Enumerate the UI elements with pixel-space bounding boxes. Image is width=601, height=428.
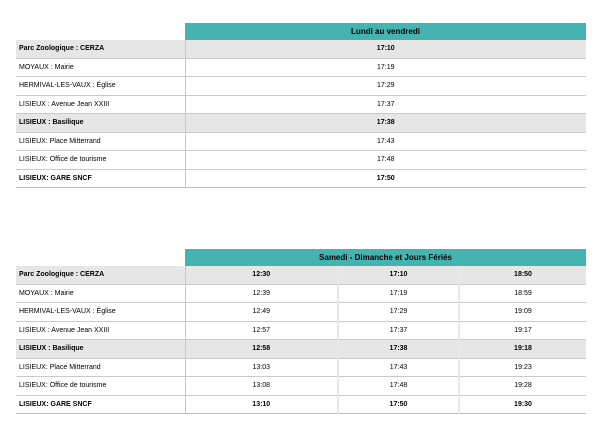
timetable-row xyxy=(16,151,586,170)
departure-time: 12:58 xyxy=(185,340,338,359)
stop-name: LISIEUX: Office de tourisme xyxy=(16,151,185,170)
stop-name: HERMIVAL-LES-VAUX : Église xyxy=(16,303,185,322)
stop-name: LISIEUX : Avenue Jean XXIII xyxy=(16,321,185,340)
departure-time: 13:03 xyxy=(185,358,338,377)
weekend-timetable xyxy=(16,249,586,414)
timetable-row xyxy=(16,303,586,322)
departure-time: 17:37 xyxy=(338,321,459,340)
timetable-row xyxy=(16,377,586,396)
departure-time: 17:10 xyxy=(185,40,586,58)
departure-time: 17:38 xyxy=(338,340,459,359)
timetable-row xyxy=(16,114,586,133)
timetable-row xyxy=(16,40,586,58)
stop-name: LISIEUX: GARE SNCF xyxy=(16,169,185,188)
departure-time: 18:59 xyxy=(459,284,586,303)
departure-time: 12:57 xyxy=(185,321,338,340)
departure-time: 17:29 xyxy=(338,303,459,322)
departure-time: 12:49 xyxy=(185,303,338,322)
weekday-timetable xyxy=(16,23,586,188)
weekend-rows xyxy=(16,266,586,414)
departure-time: 19:30 xyxy=(459,395,586,414)
departure-time: 19:09 xyxy=(459,303,586,322)
stop-name: HERMIVAL-LES-VAUX : Église xyxy=(16,77,185,96)
weekday-header-title: Lundi au vendredi xyxy=(185,23,586,40)
departure-time: 17:19 xyxy=(338,284,459,303)
departure-time: 19:17 xyxy=(459,321,586,340)
timetable-row xyxy=(16,284,586,303)
departure-time: 17:48 xyxy=(338,377,459,396)
departure-time: 17:50 xyxy=(338,395,459,414)
stop-name: MOYAUX : Mairie xyxy=(16,284,185,303)
departure-time: 17:50 xyxy=(185,169,586,188)
departure-time: 17:38 xyxy=(185,114,586,133)
departure-time: 12:39 xyxy=(185,284,338,303)
departure-time: 19:28 xyxy=(459,377,586,396)
departure-time: 13:08 xyxy=(185,377,338,396)
departure-time: 17:48 xyxy=(185,151,586,170)
departure-time: 13:10 xyxy=(185,395,338,414)
timetable-row xyxy=(16,169,586,188)
timetable-row xyxy=(16,395,586,414)
weekend-header-title: Samedi - Dimanche et Jours Fériés xyxy=(185,249,586,266)
departure-time: 19:18 xyxy=(459,340,586,359)
stop-name: Parc Zoologique : CERZA xyxy=(16,266,185,284)
timetable-row xyxy=(16,132,586,151)
stop-name: LISIEUX : Basilique xyxy=(16,340,185,359)
departure-time: 17:37 xyxy=(185,95,586,114)
departure-time: 18:50 xyxy=(459,266,586,284)
departure-time: 17:19 xyxy=(185,58,586,77)
departure-time: 17:43 xyxy=(185,132,586,151)
departure-time: 17:10 xyxy=(338,266,459,284)
timetable-row xyxy=(16,77,586,96)
departure-time: 17:43 xyxy=(338,358,459,377)
departure-time: 17:29 xyxy=(185,77,586,96)
timetable-row xyxy=(16,358,586,377)
stop-name: LISIEUX: GARE SNCF xyxy=(16,395,185,414)
timetable-row xyxy=(16,340,586,359)
stop-name: LISIEUX: Place Mitterrand xyxy=(16,358,185,377)
timetable-row xyxy=(16,321,586,340)
departure-time: 12:30 xyxy=(185,266,338,284)
stop-name: LISIEUX: Office de tourisme xyxy=(16,377,185,396)
header-blank-cell xyxy=(16,249,185,266)
stop-name: LISIEUX : Basilique xyxy=(16,114,185,133)
stop-name: MOYAUX : Mairie xyxy=(16,58,185,77)
stop-name: LISIEUX: Place Mitterrand xyxy=(16,132,185,151)
timetable-row xyxy=(16,266,586,284)
header-blank-cell xyxy=(16,23,185,40)
departure-time: 19:23 xyxy=(459,358,586,377)
weekday-rows xyxy=(16,40,586,188)
timetable-row xyxy=(16,58,586,77)
stop-name: LISIEUX : Avenue Jean XXIII xyxy=(16,95,185,114)
stop-name: Parc Zoologique : CERZA xyxy=(16,40,185,58)
timetable-row xyxy=(16,95,586,114)
